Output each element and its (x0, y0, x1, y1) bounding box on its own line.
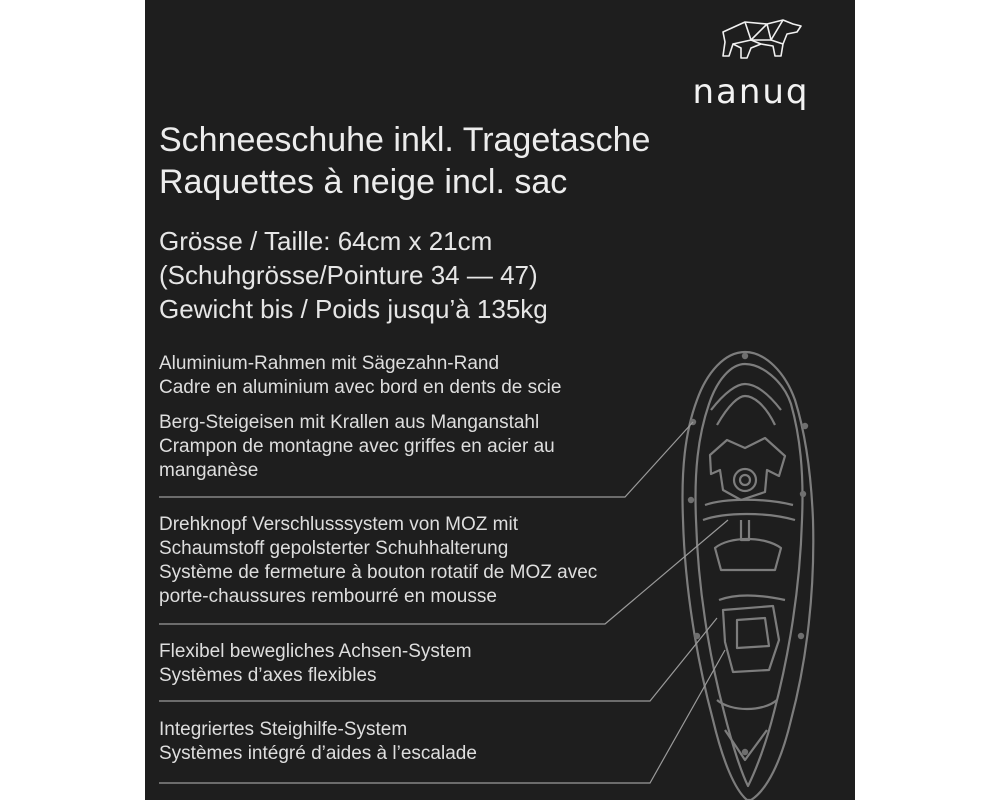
feature-line: Aluminium-Rahmen mit Sägezahn-Rand (159, 353, 500, 374)
spec-weight: Gewicht bis / Poids jusqu’à 135kg (159, 294, 548, 324)
spec-size: Grösse / Taille: 64cm x 21cm (159, 226, 493, 256)
feature-line: Systèmes intégré d’aides à l’escalade (159, 743, 477, 764)
feature-line: Crampon de montagne avec griffes en acier au (159, 436, 555, 457)
feature-line: Integriertes Steighilfe-System (159, 719, 408, 740)
feature-binding (159, 513, 597, 609)
feature-line: Systèmes d’axes flexibles (159, 665, 377, 686)
spec-shoe-size: (Schuhgrösse/Pointure 34 — 47) (159, 260, 538, 290)
feature-line: porte-chaussures rembourré en mousse (159, 586, 497, 607)
feature-line: Schaumstoff gepolsterter Schuhhalterung (159, 538, 509, 559)
product-panel (145, 0, 855, 800)
brand-logo (671, 10, 831, 112)
feature-line: manganèse (159, 460, 259, 481)
polar-bear-icon (671, 10, 831, 70)
feature-line: Flexibel bewegliches Achsen-System (159, 641, 472, 662)
feature-line: Drehknopf Verschlusssystem von MOZ mit (159, 514, 518, 535)
feature-line: Système de fermeture à bouton rotatif de MOZ avec (159, 562, 598, 583)
title-de: Schneeschuhe inkl. Tragetasche (159, 121, 651, 159)
feature-crampon (159, 411, 555, 483)
feature-line: Berg-Steigeisen mit Krallen aus Manganstahl (159, 412, 540, 433)
feature-axis (159, 640, 472, 688)
feature-climbing-aid (159, 718, 477, 766)
brand-name: nanuq (692, 72, 810, 112)
title-fr: Raquettes à neige incl. sac (159, 163, 568, 201)
feature-frame (159, 352, 561, 400)
feature-line: Cadre en aluminium avec bord en dents de scie (159, 377, 562, 398)
